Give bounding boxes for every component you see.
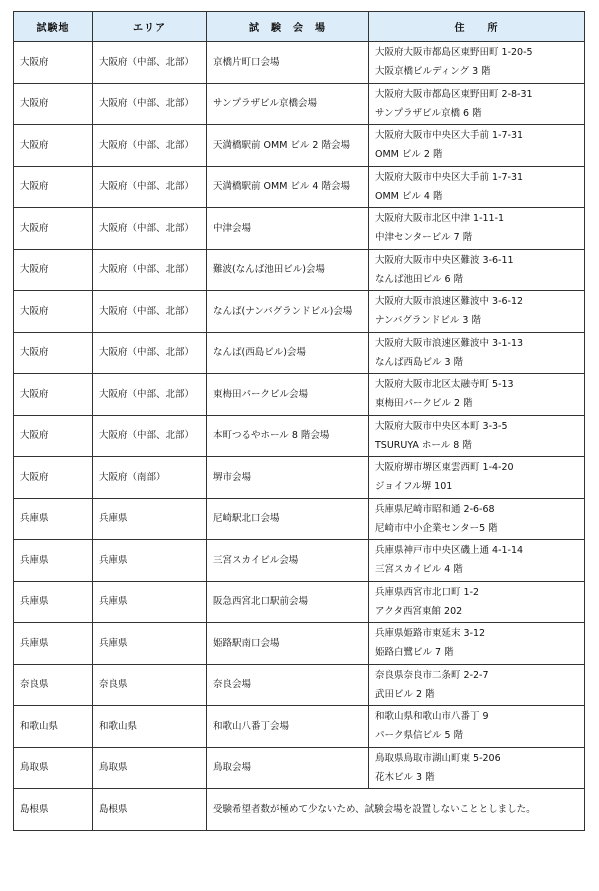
address-line-2: 花木ビル 3 階 (375, 771, 435, 783)
cell-region: 島根県 (14, 789, 93, 831)
cell-venue: 堺市会場 (207, 457, 369, 499)
cell-region: 大阪府 (14, 125, 93, 167)
cell-area: 大阪府（中部、北部） (93, 415, 207, 457)
cell-region: 大阪府 (14, 374, 93, 416)
header-address: 住 所 (369, 12, 585, 42)
cell-area: 兵庫県 (93, 498, 207, 540)
table-row (14, 374, 585, 416)
cell-venue: 中津会場 (207, 208, 369, 250)
address-line-1: 兵庫県尼崎市昭和通 2-6-68 (375, 503, 495, 515)
cell-address (369, 498, 585, 540)
cell-address (369, 747, 585, 789)
cell-venue: 奈良会場 (207, 664, 369, 706)
address-line-2: アクタ西宮東館 202 (375, 605, 463, 617)
address-line-1: 大阪府大阪市中央区難波 3-6-11 (375, 254, 514, 266)
cell-address (369, 664, 585, 706)
cell-venue: なんば(西島ビル)会場 (207, 332, 369, 374)
cell-venue: 和歌山八番丁会場 (207, 706, 369, 748)
address-line-2: なんば池田ビル 6 階 (375, 273, 464, 285)
cell-venue: 東梅田パークビル会場 (207, 374, 369, 416)
cell-area: 大阪府（南部） (93, 457, 207, 499)
address-line-1: 大阪府大阪市浪速区難波中 3-6-12 (375, 296, 524, 308)
cell-region: 大阪府 (14, 42, 93, 84)
address-line-1: 兵庫県西宮市北口町 1-2 (375, 586, 480, 598)
cell-region: 大阪府 (14, 457, 93, 499)
address-line-1: 大阪府大阪市都島区東野田町 1-20-5 (375, 47, 533, 59)
header-area: エリア (93, 12, 207, 42)
cell-no-venue-note: 受験希望者数が極めて少ないため、試験会場を設置しないこととしました。 (207, 789, 585, 831)
address-line-2: ナンバグランドビル 3 階 (375, 315, 481, 327)
address-line-1: 大阪府大阪市北区中津 1-11-1 (375, 213, 505, 225)
cell-address (369, 374, 585, 416)
cell-area: 大阪府（中部、北部） (93, 42, 207, 84)
address-line-2: OMM ビル 4 階 (375, 190, 443, 202)
address-line-2: 尼崎市中小企業センター5 階 (375, 522, 498, 534)
cell-region: 鳥取県 (14, 747, 93, 789)
cell-venue: 阪急西宮北口駅前会場 (207, 581, 369, 623)
cell-region: 大阪府 (14, 166, 93, 208)
address-line-1: 鳥取県鳥取市湖山町東 5-206 (375, 752, 501, 764)
cell-region: 大阪府 (14, 208, 93, 250)
cell-region: 大阪府 (14, 83, 93, 125)
address-line-2: サンプラザビル京橋 6 階 (375, 107, 482, 119)
cell-address (369, 623, 585, 665)
address-line-2: 中津センタービル 7 階 (375, 232, 473, 244)
cell-address (369, 42, 585, 84)
cell-venue: 天満橋駅前 OMM ビル 2 階会場 (207, 125, 369, 167)
address-line-2: 姫路白鷺ビル 7 階 (375, 647, 454, 659)
cell-area: 兵庫県 (93, 623, 207, 665)
address-line-1: 大阪府大阪市中央区大手前 1-7-31 (375, 130, 524, 142)
cell-area: 大阪府（中部、北部） (93, 332, 207, 374)
cell-venue: サンプラザビル京橋会場 (207, 83, 369, 125)
cell-area: 大阪府（中部、北部） (93, 291, 207, 333)
table-row (14, 747, 585, 789)
address-line-2: 東梅田パークビル 2 階 (375, 398, 473, 410)
table-row (14, 249, 585, 291)
cell-region: 大阪府 (14, 249, 93, 291)
cell-venue: なんば(ナンバグランドビル)会場 (207, 291, 369, 333)
address-line-2: なんば西島ビル 3 階 (375, 356, 464, 368)
cell-region: 大阪府 (14, 291, 93, 333)
address-line-2: OMM ビル 2 階 (375, 149, 443, 161)
address-line-2: 武田ビル 2 階 (375, 688, 435, 700)
table-row (14, 540, 585, 582)
address-line-2: パーク県信ビル 5 階 (375, 730, 464, 742)
cell-area: 大阪府（中部、北部） (93, 125, 207, 167)
cell-venue: 姫路駅南口会場 (207, 623, 369, 665)
table-row (14, 332, 585, 374)
table-row (14, 581, 585, 623)
table-row (14, 291, 585, 333)
table-row-no-venue (14, 789, 585, 831)
address-line-2: 大阪京橋ビルディング 3 階 (375, 66, 491, 78)
cell-address (369, 291, 585, 333)
cell-area: 兵庫県 (93, 540, 207, 582)
header-venue: 試 験 会 場 (207, 12, 369, 42)
table-row (14, 125, 585, 167)
venue-table (13, 11, 585, 831)
address-line-1: 大阪府大阪市中央区大手前 1-7-31 (375, 171, 524, 183)
cell-address (369, 125, 585, 167)
address-line-2: TSURUYA ホール 8 階 (375, 439, 472, 451)
cell-venue: 京橋片町口会場 (207, 42, 369, 84)
address-line-1: 奈良県奈良市二条町 2-2-7 (375, 669, 489, 681)
cell-venue: 天満橋駅前 OMM ビル 4 階会場 (207, 166, 369, 208)
address-line-1: 大阪府堺市堺区東雲西町 1-4-20 (375, 462, 514, 474)
cell-address (369, 83, 585, 125)
cell-region: 兵庫県 (14, 623, 93, 665)
cell-area: 大阪府（中部、北部） (93, 208, 207, 250)
cell-address (369, 581, 585, 623)
table-row (14, 166, 585, 208)
table-row (14, 83, 585, 125)
table-row (14, 42, 585, 84)
cell-area: 島根県 (93, 789, 207, 831)
header-region: 試験地 (14, 12, 93, 42)
cell-region: 兵庫県 (14, 581, 93, 623)
cell-venue: 難波(なんば池田ビル)会場 (207, 249, 369, 291)
cell-venue: 本町つるやホール 8 階会場 (207, 415, 369, 457)
cell-venue: 鳥取会場 (207, 747, 369, 789)
cell-address (369, 540, 585, 582)
cell-area: 兵庫県 (93, 581, 207, 623)
table-row (14, 415, 585, 457)
address-line-2: 三宮スカイビル 4 階 (375, 564, 463, 576)
cell-region: 兵庫県 (14, 498, 93, 540)
table-row (14, 208, 585, 250)
address-line-1: 大阪府大阪市都島区東野田町 2-8-31 (375, 88, 533, 100)
cell-region: 奈良県 (14, 664, 93, 706)
cell-address (369, 208, 585, 250)
cell-region: 兵庫県 (14, 540, 93, 582)
table-header-row (14, 12, 585, 42)
address-line-1: 和歌山県和歌山市八番丁 9 (375, 711, 489, 723)
table-row (14, 706, 585, 748)
cell-region: 大阪府 (14, 332, 93, 374)
address-line-1: 大阪府大阪市中央区本町 3-3-5 (375, 420, 508, 432)
cell-region: 大阪府 (14, 415, 93, 457)
cell-address (369, 457, 585, 499)
cell-address (369, 706, 585, 748)
cell-venue: 尼崎駅北口会場 (207, 498, 369, 540)
cell-address (369, 415, 585, 457)
cell-area: 大阪府（中部、北部） (93, 83, 207, 125)
cell-venue: 三宮スカイビル会場 (207, 540, 369, 582)
table-row (14, 457, 585, 499)
address-line-2: ジョイフル堺 101 (375, 481, 453, 493)
cell-region: 和歌山県 (14, 706, 93, 748)
cell-address (369, 166, 585, 208)
address-line-1: 兵庫県神戸市中央区磯上通 4-1-14 (375, 545, 524, 557)
address-line-1: 兵庫県姫路市東延末 3-12 (375, 628, 486, 640)
cell-area: 大阪府（中部、北部） (93, 249, 207, 291)
cell-area: 和歌山県 (93, 706, 207, 748)
cell-area: 鳥取県 (93, 747, 207, 789)
table-row (14, 623, 585, 665)
cell-area: 大阪府（中部、北部） (93, 374, 207, 416)
cell-address (369, 332, 585, 374)
cell-area: 大阪府（中部、北部） (93, 166, 207, 208)
table-row (14, 664, 585, 706)
table-body (14, 42, 585, 831)
cell-area: 奈良県 (93, 664, 207, 706)
table-row (14, 498, 585, 540)
cell-address (369, 249, 585, 291)
address-line-1: 大阪府大阪市浪速区難波中 3-1-13 (375, 337, 524, 349)
address-line-1: 大阪府大阪市北区太融寺町 5-13 (375, 379, 514, 391)
